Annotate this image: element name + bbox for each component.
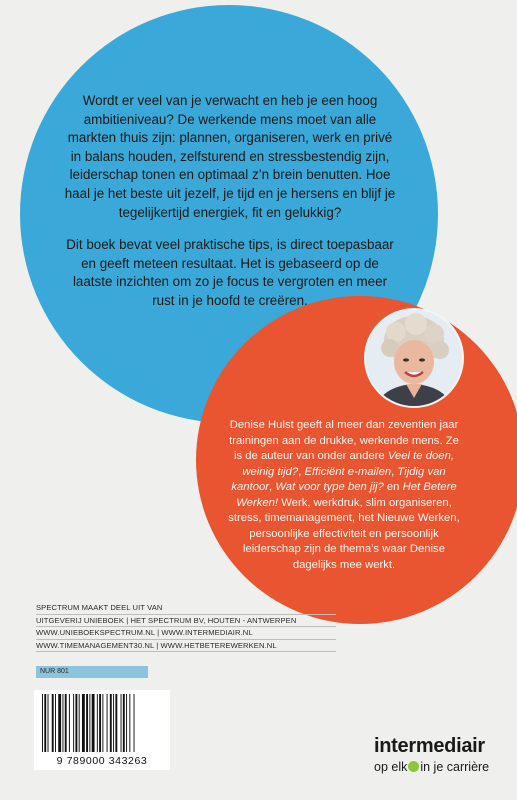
blurb-text xyxy=(62,92,398,325)
author-bio-themes: Werk, werkdruk, slim organiseren, stress, timemanagement, het Nieuwe Werken, persoonlijke effectiviteit en persoonlijk leiderschap zijn de thema’s waar Denise dagelijks mee werkt. xyxy=(228,496,460,571)
barcode-bar xyxy=(44,694,46,752)
separator: , xyxy=(391,465,398,478)
separator: , xyxy=(269,481,276,493)
barcode-bar xyxy=(86,694,88,752)
barcode-bar xyxy=(62,694,63,752)
isbn-number: 9 789000 343263 xyxy=(34,754,170,768)
author-portrait-illustration xyxy=(366,310,462,406)
barcode-bar xyxy=(48,694,49,752)
publisher-line: UITGEVERIJ UNIEBOEK | HET SPECTRUM BV, HOUTEN - ANTWERPEN xyxy=(36,615,336,628)
blurb-paragraph-2: Dit boek bevat veel praktische tips, is direct toepasbaar en geeft meteen resultaat. Het is gebaseerd op de laatste inzichten om zo je focus te vergroten en meer rust in je hoofd te creëren. xyxy=(66,237,394,308)
book-title: Veel te doen, weinig tijd? xyxy=(242,450,455,478)
publisher-line: WWW.UNIEBOEKSPECTRUM.NL | WWW.INTERMEDIAIR.NL xyxy=(36,627,336,640)
barcode-bar xyxy=(89,694,90,752)
barcode-bars xyxy=(34,690,170,754)
barcode-bar xyxy=(58,694,61,752)
separator: en xyxy=(383,481,403,493)
book-title: Wat voor type ben jij? xyxy=(275,481,384,493)
brand-name: intermediair xyxy=(374,735,485,757)
barcode-bar xyxy=(55,694,56,752)
publisher-line: WWW.TIMEMANAGEMENT30.NL | WWW.HETBETEREWERKEN.NL xyxy=(36,640,336,653)
barcode-bar xyxy=(73,694,74,752)
barcode-bar xyxy=(129,694,130,752)
author-bio-intro: Denise Hulst geeft al meer dan zeventien jaar trainingen aan de drukke, werkende mens. Ze is de auteur van onder andere xyxy=(229,419,459,462)
book-title: Tijdig van kantoor xyxy=(231,465,446,493)
barcode-bar xyxy=(82,694,85,752)
barcode-bar xyxy=(126,694,127,752)
tagline-end: in je carrière xyxy=(420,760,490,774)
barcode-bar xyxy=(121,694,122,752)
brand-tagline xyxy=(374,759,514,775)
barcode-bar xyxy=(107,694,108,752)
barcode-bar xyxy=(123,694,125,752)
separator: , xyxy=(298,465,305,478)
barcode-bar xyxy=(92,694,95,752)
barcode-bar xyxy=(99,694,101,752)
barcode-bar xyxy=(69,694,70,752)
book-title: Efficiënt e-mailen xyxy=(304,465,392,478)
barcode-bar xyxy=(113,694,114,752)
barcode-bar xyxy=(97,694,98,752)
barcode-bar xyxy=(75,694,77,752)
blurb-paragraph-1: Wordt er veel van je verwacht en heb je een hoog ambitieniveau? De werkende mens moet van alle markten thuis zijn: plannen, organiseren, werk en privé in balans houden, zelfsturend en stressbestendig zijn, leiderschap tonen en optimaal z’n brein benutten. Hoe haal je het beste uit jezelf, je tijd en je hersens en blijf je tegelijkertijd energiek, fit en gelukkig? xyxy=(64,93,396,220)
publisher-line: SPECTRUM MAAKT DEEL UIT VAN xyxy=(36,602,336,615)
book-title: Het Betere Werken! xyxy=(236,481,457,509)
tagline-start: op elk xyxy=(374,760,408,774)
author-photo xyxy=(366,310,462,406)
barcode-bar xyxy=(79,694,80,752)
intermediair-logo xyxy=(374,735,514,775)
barcode-bar xyxy=(52,694,54,752)
barcode-bar xyxy=(110,694,112,752)
publisher-info xyxy=(36,602,336,652)
barcode-bar xyxy=(42,694,43,752)
barcode-bar xyxy=(134,694,135,752)
nur-code: NUR 801 xyxy=(36,666,148,678)
green-dot-icon xyxy=(408,761,419,772)
barcode-bar xyxy=(115,694,117,752)
author-bio xyxy=(224,418,464,573)
barcode-bar xyxy=(65,694,67,752)
barcode-bar xyxy=(102,694,103,752)
